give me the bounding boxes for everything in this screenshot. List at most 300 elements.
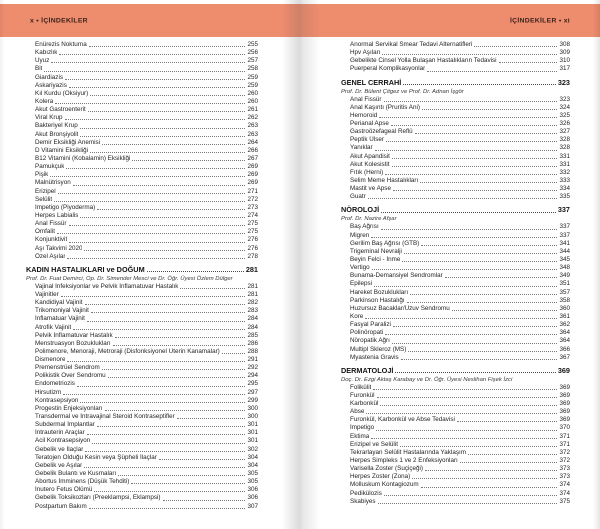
toc-entry [341, 104, 570, 112]
toc-dot-leader [377, 397, 558, 398]
toc-entry-page: 317 [559, 65, 570, 73]
toc-entry-label: İmpetigo [350, 424, 375, 432]
toc-dot-leader [87, 321, 246, 322]
toc-entry-label: Folikülit [350, 383, 372, 391]
toc-entry [26, 437, 258, 445]
toc-section-page: 281 [245, 264, 258, 274]
toc-entry-page: 333 [559, 176, 570, 184]
toc-dot-leader [65, 119, 246, 120]
toc-dot-leader [421, 487, 558, 488]
toc-dot-leader [87, 434, 246, 435]
toc-entry [26, 82, 258, 90]
toc-dot-leader [131, 483, 245, 484]
toc-entry [26, 348, 258, 356]
toc-entry-page: 369 [559, 400, 570, 408]
toc-dot-leader [379, 117, 557, 118]
toc-entry-page: 275 [247, 220, 258, 228]
toc-entry [341, 392, 570, 400]
toc-entry-page: 269 [247, 171, 258, 179]
toc-dot-leader [415, 133, 558, 134]
toc-entry-label: Enürezis Nokturna [35, 41, 87, 48]
toc-dot-leader [84, 250, 245, 251]
toc-dot-leader [163, 500, 246, 501]
toc-dot-leader [404, 253, 558, 254]
toc-entry-label: Kabızlık [35, 49, 58, 57]
toc-entry-page: 335 [559, 193, 570, 201]
toc-dot-leader [427, 71, 557, 72]
toc-entry-label: B12 Vitamini (Kobalamin) Eksikliği [35, 154, 131, 162]
toc-entry [341, 457, 570, 465]
toc-dot-leader [384, 101, 558, 102]
toc-entry-page: 327 [559, 128, 570, 136]
toc-dot-leader [61, 296, 246, 297]
toc-entry-label: Selim Meme Hastalıkları [350, 176, 419, 184]
toc-dot-leader [65, 79, 245, 80]
toc-section-heading [341, 77, 570, 88]
toc-entry-label: Mastit ve Apse [350, 185, 391, 193]
toc-entry-page: 261 [247, 106, 258, 114]
toc-dot-leader [457, 421, 558, 422]
toc-entry-label: Pelvik İnflamatuvar Hastalık [35, 331, 113, 339]
toc-entry-label: Erizipel ve Selülit [350, 440, 398, 448]
toc-entry-page: 294 [247, 372, 258, 380]
toc-entry-label: Anal Fissür [35, 220, 67, 228]
toc-entry-label: Viral Krup [35, 114, 63, 122]
toc-entry-page: 304 [247, 453, 258, 461]
toc-entry [26, 139, 258, 147]
toc-entry-page: 285 [247, 331, 258, 339]
toc-entry-label: Vertigo [350, 264, 370, 272]
toc-entry-page: 271 [247, 187, 258, 195]
toc-dot-leader [94, 491, 245, 492]
toc-entry-label: Bakteriyel Krup [35, 122, 78, 130]
toc-entry-label: Beyin Felci - İnme [350, 255, 401, 263]
toc-entry-page: 267 [247, 154, 258, 162]
toc-dot-leader [499, 62, 558, 63]
toc-entry [26, 429, 258, 437]
toc-entry [341, 289, 570, 297]
toc-dot-leader [51, 62, 245, 63]
toc-entry-page: 288 [247, 347, 258, 355]
toc-entry-label: Kıl Kurdu (Oksiyur) [35, 89, 89, 97]
toc-entry-page: 375 [559, 497, 570, 505]
toc-dot-leader [177, 418, 246, 419]
toc-entry-page: 301 [247, 437, 258, 445]
toc-dot-leader [89, 508, 246, 509]
toc-entry-label: Baş Ağrısı [350, 223, 379, 231]
toc-dot-leader [108, 377, 246, 378]
toc-entry [341, 329, 570, 337]
toc-entry [341, 408, 570, 416]
toc-entry [26, 324, 258, 332]
toc-entry-label: Gerilim Baş Ağrısı (GTB) [350, 239, 420, 247]
toc-entry [26, 106, 258, 114]
toc-dot-leader [132, 160, 245, 161]
toc-dot-leader [115, 337, 246, 338]
toc-entry-label: Multipl Skleroz (MS) [350, 345, 407, 353]
toc-entry-page: 306 [247, 494, 258, 502]
toc-entry-label: Hemoroid [350, 111, 378, 119]
toc-entry-label: Herpes Zoster (Zona) [350, 473, 411, 481]
toc-entry-page: 366 [559, 345, 570, 353]
toc-entry-label: Kore [350, 312, 364, 320]
toc-entry [26, 291, 258, 299]
toc-entry-page: 334 [559, 185, 570, 193]
toc-entry-label: Selülit [35, 195, 53, 203]
toc-entry-page: 371 [559, 440, 570, 448]
toc-entry [341, 400, 570, 408]
left-page-running-head: x • İÇİNDEKİLER [30, 17, 88, 24]
toc-dot-leader [385, 174, 557, 175]
toc-entry [341, 177, 570, 185]
toc-entry [26, 131, 258, 139]
toc-dot-leader [381, 229, 558, 230]
toc-entry-label: Hpv Aşıları [350, 49, 381, 57]
toc-section-authors: Prof. Dr. Fuat Demirci, Op. Dr. Simender Mesci ve Dr. Öğr. Üyesi Özlem Dülger [26, 275, 233, 282]
toc-entry [341, 248, 570, 256]
toc-entry-label: Perianal Apse [350, 119, 389, 127]
toc-entry-page: 297 [247, 388, 258, 396]
toc-entry [26, 340, 258, 348]
toc-entry-label: Transdermal ve İntravajinal Steroid Kontraseptifler [35, 413, 175, 421]
toc-entry-page: 372 [559, 448, 570, 456]
toc-entry-page: 274 [247, 211, 258, 219]
toc-dot-leader [222, 353, 246, 354]
toc-entry-label: Ektima [350, 432, 370, 440]
toc-entry-label: Kontrasepsiyon [35, 396, 79, 404]
toc-entry-page: 257 [247, 57, 258, 65]
toc-entry-page: 357 [559, 288, 570, 296]
toc-entry-page: 281 [247, 282, 258, 290]
toc-entry-page: 324 [559, 103, 570, 111]
toc-entry-label: Anal Fissür [350, 95, 382, 103]
toc-entry-label: Molluskum Kontagiozum [350, 481, 419, 489]
toc-entry [26, 114, 258, 122]
toc-entry-page: 262 [247, 114, 258, 122]
toc-dot-leader [55, 103, 245, 104]
toc-dot-leader [84, 467, 245, 468]
toc-entry-page: 310 [559, 57, 570, 65]
toc-dot-leader [73, 329, 245, 330]
toc-entry-page: 373 [559, 473, 570, 481]
toc-entry-label: Gebelikte Cinsel Yolla Bulaşan Hastalıkların Tedavisi [350, 57, 497, 65]
toc-entry-label: Peptik Ülser [350, 136, 384, 144]
toc-entry [26, 486, 258, 494]
toc-entry-label: Özel Aşılar [35, 252, 66, 260]
toc-entry-label: Fasyal Paralizi [350, 321, 391, 329]
toc-entry [341, 240, 570, 248]
toc-entry-label: Akut Bronşiyolit [35, 130, 79, 138]
toc-dot-leader [54, 201, 245, 202]
toc-entry-label: Gebelik Toksikozları (Preeklampsi, Eklampsi) [35, 494, 161, 502]
toc-entry [341, 498, 570, 506]
toc-dot-leader [410, 294, 557, 295]
toc-entry-label: Kolera [35, 97, 54, 105]
toc-dot-leader [392, 343, 558, 344]
toc-entry-label: Trigeminal Nevralji [350, 247, 402, 255]
toc-entry [26, 163, 258, 171]
toc-entry-label: Aşı Takvimi 2020 [35, 244, 83, 252]
toc-dot-leader [69, 87, 246, 88]
toc-entry-page: 369 [559, 391, 570, 399]
toc-dot-leader [422, 109, 557, 110]
toc-entry [26, 220, 258, 228]
toc-entry [341, 272, 570, 280]
toc-entry-label: Akut Gastroenterit [35, 106, 86, 114]
toc-entry-page: 302 [247, 445, 258, 453]
toc-dot-leader [371, 438, 557, 439]
toc-entry-label: Vajinitler [35, 290, 59, 298]
toc-entry-page: 308 [559, 41, 570, 48]
toc-entry-page: 292 [247, 364, 258, 372]
toc-dot-leader [80, 402, 245, 403]
toc-entry-page: 256 [247, 49, 258, 57]
toc-entry-page: 276 [247, 236, 258, 244]
toc-entry [26, 98, 258, 106]
toc-section-heading [26, 264, 258, 275]
toc-dot-leader [113, 345, 246, 346]
toc-entry [26, 315, 258, 323]
toc-entry [26, 380, 258, 388]
toc-entry-page: 364 [559, 329, 570, 337]
toc-entry-page: 259 [247, 81, 258, 89]
toc-entry-label: Hirsutizm [35, 388, 62, 396]
toc-entry-label: Gebelik Bulantı ve Kusmaları [35, 470, 117, 478]
toc-entry-page: 263 [247, 130, 258, 138]
toc-entry-label: Huzursuz Bacaklar/Uzuv Sendromu [350, 304, 450, 312]
toc-dot-leader [373, 389, 557, 390]
toc-dot-leader [407, 302, 558, 303]
toc-entry-page: 309 [559, 49, 570, 57]
toc-entry [26, 364, 258, 372]
toc-dot-leader [66, 168, 245, 169]
toc-dot-leader [420, 182, 557, 183]
toc-entry-page: 276 [247, 244, 258, 252]
toc-entry-page: 374 [559, 481, 570, 489]
toc-entry [341, 305, 570, 313]
toc-entry-label: İnflamatuar Vajinit [35, 315, 85, 323]
toc-entry-page: 264 [247, 138, 258, 146]
toc-section-authors: Prof. Dr. Nazire Afşar [341, 216, 397, 223]
toc-entry-label: Bunama-Demansiyel Sendromlar [350, 272, 443, 280]
toc-entry [341, 136, 570, 144]
toc-entry [341, 384, 570, 392]
toc-entry [26, 494, 258, 502]
toc-entry-label: Postpartum Bakım [35, 502, 87, 510]
toc-entry [341, 185, 570, 193]
toc-entry-page: 258 [247, 65, 258, 73]
toc-dot-leader [386, 141, 558, 142]
toc-entry-page: 299 [247, 396, 258, 404]
toc-entry-label: Skabiyes [350, 497, 376, 505]
toc-entry [26, 283, 258, 291]
toc-entry [341, 280, 570, 288]
toc-entry-label: Abortus İmminens (Düşük Tehditi) [35, 478, 130, 486]
toc-entry-page: 371 [559, 432, 570, 440]
toc-entry-label: Varisella Zoster (Suçiçeği) [350, 465, 424, 473]
toc-entry-page: 367 [559, 353, 570, 361]
toc-dot-leader [67, 258, 245, 259]
toc-dot-leader [97, 209, 245, 210]
toc-entry-page: 358 [559, 296, 570, 304]
toc-entry [26, 212, 258, 220]
toc-entry-page: 369 [559, 383, 570, 391]
toc-entry-label: Progestin Enjeksiyonları [35, 404, 103, 412]
toc-entry [26, 196, 258, 204]
toc-dot-leader [69, 242, 245, 243]
toc-entry-page: 301 [247, 421, 258, 429]
toc-entry-label: Guatr [350, 193, 366, 201]
toc-entry [26, 236, 258, 244]
toc-entry [341, 449, 570, 457]
toc-entry-page: 369 [559, 416, 570, 424]
toc-entry [341, 490, 570, 498]
toc-entry-label: İmpetigo (Piyoderma) [35, 203, 96, 211]
toc-entry-label: Erizipel [35, 187, 56, 195]
toc-entry-page: 255 [247, 41, 258, 48]
toc-dot-leader [89, 46, 246, 47]
toc-dot-leader [392, 158, 558, 159]
toc-entry-page: 351 [559, 280, 570, 288]
toc-dot-leader [401, 359, 558, 360]
toc-dot-leader [92, 443, 245, 444]
toc-entry-page: 331 [559, 160, 570, 168]
page-spine-shadow [282, 0, 320, 529]
toc-dot-leader [73, 185, 246, 186]
toc-entry [341, 112, 570, 120]
toc-dot-leader [118, 475, 245, 476]
toc-section-title: KADIN HASTALIKLARI ve DOĞUM [26, 264, 145, 274]
toc-entry-label: Menstruasyon Bozuklukları [35, 339, 111, 347]
toc-entry-label: Dismenore [35, 356, 66, 364]
toc-entry-label: Bit [35, 65, 43, 73]
toc-entry [341, 346, 570, 354]
toc-dot-leader [385, 334, 557, 335]
toc-entry-label: Endometriozis [35, 380, 75, 388]
toc-dot-leader [80, 217, 245, 218]
toc-entry [26, 228, 258, 236]
toc-entry [26, 478, 258, 486]
toc-entry [341, 481, 570, 489]
toc-entry [341, 144, 570, 152]
toc-entry-page: 300 [247, 413, 258, 421]
toc-entry [341, 473, 570, 481]
toc-entry [26, 65, 258, 73]
right-page-edge-shadow [593, 0, 600, 529]
toc-dot-leader [105, 410, 246, 411]
toc-entry-page: 362 [559, 321, 570, 329]
toc-entry [26, 503, 258, 511]
toc-entry-page: 281 [247, 290, 258, 298]
toc-entry-page: 344 [559, 247, 570, 255]
toc-entry-page: 328 [559, 136, 570, 144]
toc-entry-page: 260 [247, 89, 258, 97]
toc-entry [341, 161, 570, 169]
toc-entry-page: 301 [247, 429, 258, 437]
toc-entry [26, 49, 258, 57]
toc-entry [26, 90, 258, 98]
toc-entry-page: 282 [247, 299, 258, 307]
toc-dot-leader [403, 84, 556, 85]
toc-entry-label: Gastroözefageal Reflü [350, 128, 413, 136]
toc-dot-leader [393, 190, 558, 191]
toc-section-title: GENEL CERRAHİ [341, 77, 402, 87]
toc-entry [341, 313, 570, 321]
toc-entry-label: Parkinson Hastalığı [350, 296, 405, 304]
toc-entry [341, 193, 570, 201]
toc-entry-page: 286 [247, 339, 258, 347]
toc-entry-page: 284 [247, 315, 258, 323]
toc-dot-leader [408, 351, 557, 352]
toc-entry-page: 373 [559, 465, 570, 473]
toc-entry-label: Akut Apandisit [350, 152, 390, 160]
toc-entry-page: 349 [559, 272, 570, 280]
left-page-edge-shadow [0, 0, 5, 529]
toc-entry-label: Polinöropati [350, 329, 384, 337]
toc-entry-label: Yanıklar [350, 144, 373, 152]
toc-entry-page: 304 [247, 461, 258, 469]
toc-entry [341, 433, 570, 441]
toc-entry [26, 413, 258, 421]
toc-dot-leader [378, 503, 558, 504]
toc-entry-page: 259 [247, 73, 258, 81]
toc-entry-label: D Vitamini Eksikliği [35, 146, 89, 154]
toc-entry [26, 147, 258, 155]
toc-entry-label: Herpes Labialis [35, 211, 79, 219]
toc-entry-label: Acil Kontrasepsiyon [35, 437, 91, 445]
toc-section-title: DERMATOLOJİ [341, 365, 394, 375]
toc-entry [26, 307, 258, 315]
toc-dot-leader [445, 277, 558, 278]
toc-entry [341, 256, 570, 264]
toc-entry-label: İntrauterin Araçlar [35, 429, 85, 437]
right-page-running-head: İÇİNDEKİLER • xi [509, 17, 570, 24]
toc-entry-label: Demir Eksikliği Anemisi [35, 138, 101, 146]
toc-dot-leader [393, 326, 558, 327]
toc-entry-label: Myastenia Gravis [350, 353, 399, 361]
toc-entry [26, 397, 258, 405]
toc-entry [341, 120, 570, 128]
toc-entry [26, 179, 258, 187]
toc-entry [341, 57, 570, 65]
toc-entry-page: 305 [247, 470, 258, 478]
toc-entry-page: 283 [247, 307, 258, 315]
toc-entry-label: Migren [350, 231, 370, 239]
toc-entry-label: Premenstrüel Sendrom [35, 364, 100, 372]
toc-entry-label: Giardiazis [35, 73, 63, 81]
toc-dot-leader [159, 459, 246, 460]
toc-entry [26, 332, 258, 340]
toc-entry-page: 325 [559, 111, 570, 119]
toc-entry-page: 266 [247, 146, 258, 154]
toc-entry [341, 128, 570, 136]
toc-entry-label: Uyuz [35, 57, 50, 65]
toc-entry [341, 297, 570, 305]
toc-entry-label: Gebelik ve Aşılar [35, 461, 83, 469]
toc-entry-page: 328 [559, 144, 570, 152]
toc-entry-label: Teratojen Olduğu Kesin veya Şüpheli İlaçlar [35, 453, 157, 461]
toc-dot-leader [102, 144, 245, 145]
toc-entry [341, 223, 570, 231]
toc-section-authors: Doç. Dr. Ezgi Aktaş Karabay ve Dr. Öğr. Üyesi Neslihan Fişek İzci [341, 376, 513, 383]
toc-entry-page: 372 [559, 457, 570, 465]
toc-entry [26, 41, 258, 49]
toc-entry-page: 361 [559, 312, 570, 320]
toc-dot-leader [395, 372, 555, 373]
toc-entry-label: Kandidiyal Vajinit [35, 299, 83, 307]
toc-dot-leader [425, 470, 557, 471]
toc-dot-leader [44, 71, 245, 72]
